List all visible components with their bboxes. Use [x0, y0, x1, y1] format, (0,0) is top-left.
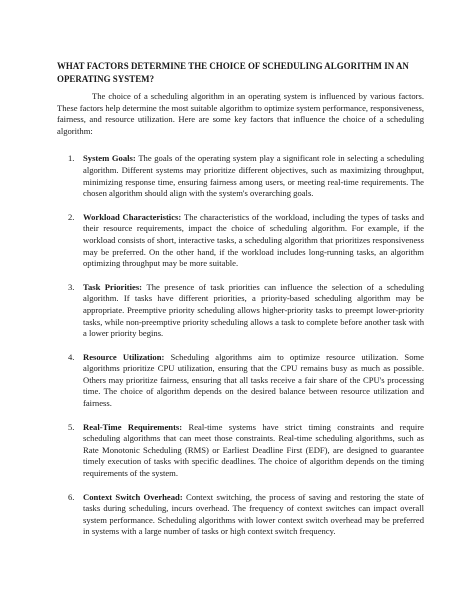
item-text: The goals of the operating system play a significant role in selecting a scheduling algorithm. Different systems may prioritize different objectives, such as maximizing throughput, minimizing response time, ensuring fairness among users, or meeting real-time requirements. The chosen algorithm should align with the system's overarching goals.: [83, 153, 424, 199]
item-heading: Workload Characteristics:: [83, 211, 184, 222]
intro-paragraph: The choice of a scheduling algorithm in an operating system is influenced by various factors. These factors help determine the most suitable algorithm to optimize system performance, responsiveness, fairness, and resource utilization. Here are some key factors that influence the choice of a scheduling algorithm:: [57, 91, 424, 136]
item-number: 6.: [68, 491, 75, 502]
list-item: [57, 492, 424, 538]
item-number: 1.: [68, 153, 75, 164]
list-item: [57, 153, 424, 199]
item-text: Scheduling algorithms aim to optimize resource utilization. Some algorithms prioritize CPU utilization, ensuring that the CPU remains busy as much as possible. Others may prioritize fairness, ensuring that all tasks receive a fair share of the CPU's processing time. The choice of algorithm depends on the desired balance between resource utilization and fairness.: [83, 351, 424, 409]
item-number: 4.: [68, 351, 75, 362]
item-heading: Resource Utilization:: [83, 351, 171, 362]
item-number: 5.: [68, 421, 75, 432]
item-heading: System Goals:: [83, 153, 139, 164]
item-heading: Real-Time Requirements:: [83, 421, 189, 432]
document-title: WHAT FACTORS DETERMINE THE CHOICE OF SCHEDULING ALGORITHM IN AN OPERATING SYSTEM?: [57, 61, 409, 84]
item-text: Real-time systems have strict timing constraints and require scheduling algorithms that can meet those constraints. Real-time scheduling algorithms, such as Rate Monotonic Scheduling (RMS) or Earliest Deadline First (EDF), are designed to guarantee timely execution of tasks with specific deadlines. The choice of algorithm depends on the timing requirements of the system.: [83, 421, 424, 479]
item-text: The presence of task priorities can influence the selection of a scheduling algorithm. If tasks have different priorities, a priority-based scheduling algorithm may be appropriate. Preemptive priority scheduling allows higher-priority tasks to preempt lower-priority tasks, while non-preemptive priority scheduling allows a task to complete before another task with a lower priority begins.: [83, 281, 424, 339]
item-number: 2.: [68, 211, 75, 222]
item-number: 3.: [68, 281, 75, 292]
item-heading: Context Switch Overhead:: [83, 491, 186, 502]
item-heading: Task Priorities:: [83, 281, 147, 292]
list-item: [57, 352, 424, 410]
factor-list: [57, 153, 424, 538]
item-text: Context switching, the process of saving and restoring the state of tasks during scheduling, incurs overhead. The frequency of context switches can impact overall system performance. Scheduling algorithms with lower context switch overhead may be preferred in systems with a large number of tasks or high context switch frequency.: [83, 491, 424, 537]
list-item: [57, 422, 424, 480]
item-text: The characteristics of the workload, including the types of tasks and their resource requirements, impact the choice of scheduling algorithm. For example, if the workload consists of short, interactive tasks, a scheduling algorithm that prioritizes responsiveness may be preferred. On the other hand, if the workload includes long-running tasks, an algorithm optimizing throughput may be more suitable.: [83, 211, 424, 269]
list-item: [57, 212, 424, 270]
list-item: [57, 282, 424, 340]
